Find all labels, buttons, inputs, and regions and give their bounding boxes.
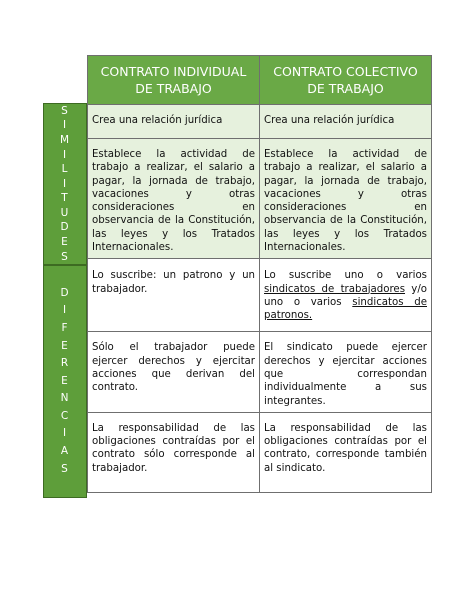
- text-segment: y/o uno o varios: [264, 283, 427, 308]
- similitudes-label: [43, 103, 87, 265]
- cell-individual: Establece la actividad de trabajo a realizar, el salario a pagar, la jornada de trabajo, vacaciones y otras consideraciones en observancia de la Constitución, las leyes y los Tratados Internacionales.: [88, 139, 260, 259]
- label-letter: C: [60, 409, 70, 422]
- similitud-row: [88, 105, 432, 139]
- cell-individual: Lo suscribe: un patrono y un trabajador.: [88, 259, 260, 332]
- cell-colectivo: La responsabilidad de las obligaciones contraídas por el contrato, corresponde también al sindicato.: [260, 412, 432, 492]
- similitud-row: [88, 139, 432, 259]
- cell-colectivo: El sindicato puede ejercer derechos y ejercitar acciones que correspondan individualmente a sus integrantes.: [260, 332, 432, 412]
- cell-colectivo: Establece la actividad de trabajo a realizar, el salario a pagar, la jornada de trabajo, vacaciones y otras consideraciones en observancia de la Constitución, las leyes y los Tratados Internacionales.: [260, 139, 432, 259]
- label-letter: I: [62, 119, 68, 132]
- label-letter: I: [62, 148, 68, 161]
- cell-colectivo: [260, 259, 432, 332]
- label-letter: R: [60, 357, 70, 370]
- label-letter: N: [60, 392, 70, 405]
- label-letter: E: [61, 374, 69, 387]
- diferencias-label: [43, 265, 87, 498]
- label-letter: I: [62, 177, 68, 190]
- label-letter: D: [60, 286, 70, 299]
- label-letter: F: [61, 321, 69, 334]
- label-letter: E: [61, 339, 69, 352]
- label-letter: S: [61, 250, 69, 263]
- label-letter: S: [61, 462, 69, 475]
- text-segment: Lo suscribe uno o varios: [264, 270, 427, 282]
- diferencia-row: [88, 259, 432, 332]
- label-letter: T: [61, 192, 69, 205]
- header-individual: CONTRATO INDIVIDUAL DE TRABAJO: [88, 56, 260, 105]
- diferencia-row: [88, 412, 432, 492]
- label-letter: E: [61, 236, 69, 249]
- label-letter: M: [59, 133, 71, 146]
- underlined-term: sindicatos de trabajadores: [264, 283, 406, 295]
- header-row: [88, 56, 432, 105]
- cell-individual: Crea una relación jurídica: [88, 105, 260, 139]
- label-letter: A: [60, 445, 70, 458]
- label-letter: D: [60, 221, 70, 234]
- label-letter: I: [62, 304, 68, 317]
- cell-individual: Sólo el trabajador puede ejercer derechos y ejercitar acciones que derivan del contrato.: [88, 332, 260, 412]
- diferencia-row: [88, 332, 432, 412]
- label-letter: S: [61, 104, 69, 117]
- label-letter: I: [62, 427, 68, 440]
- label-letter: L: [61, 163, 69, 176]
- cell-colectivo: Crea una relación jurídica: [260, 105, 432, 139]
- cell-individual: La responsabilidad de las obligaciones contraídas por el contrato sólo corresponde al trabajador.: [88, 412, 260, 492]
- header-colectivo: CONTRATO COLECTIVO DE TRABAJO: [260, 56, 432, 105]
- comparison-table: [87, 55, 432, 493]
- underlined-term: sindicatos de patronos.: [264, 296, 427, 322]
- label-letter: U: [60, 206, 70, 219]
